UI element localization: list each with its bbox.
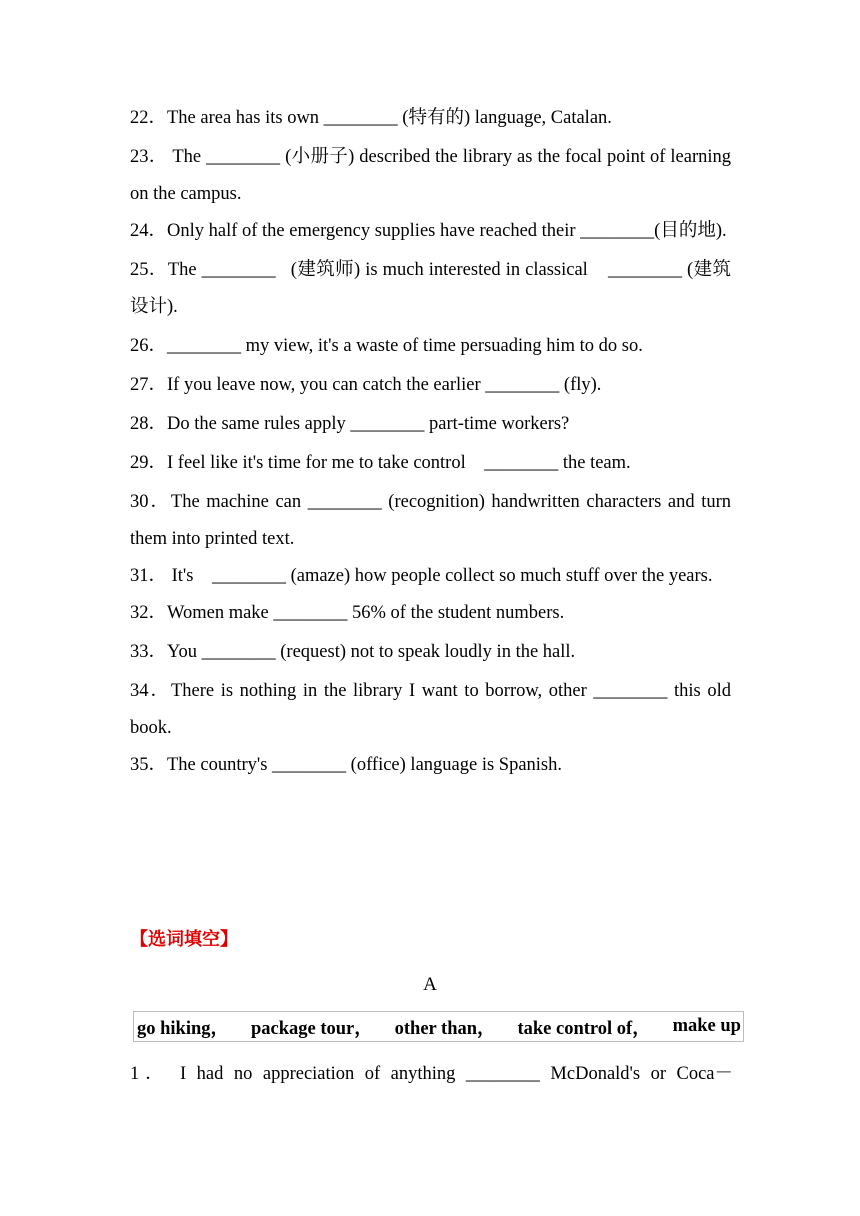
question-23: 23． The ________ (小册子) described the library as the focal point of learning on the campus. (130, 147, 731, 204)
question-34: 34．There is nothing in the library I want to borrow, other ________ this old book. (130, 681, 731, 738)
question-32: 32．Women make ________ 56% of the student numbers. (130, 603, 565, 623)
section-title: 【选词填空】 (130, 929, 238, 950)
question-33: 33．You ________ (request) not to speak loudly in the hall. (130, 642, 576, 662)
question-25: 25．The ________ (建筑师) is much interested in classical ________ (建筑设计). (130, 260, 731, 317)
exercise-list (130, 100, 731, 784)
word-bank-item: package tour， (250, 1018, 373, 1039)
question-24: 24．Only half of the emergency supplies have reached their ________(目的地). (130, 221, 727, 241)
question-26: 26．________ my view, it's a waste of time persuading him to do so. (130, 336, 643, 356)
word-bank (133, 1011, 744, 1042)
word-bank-item: make up (672, 1016, 741, 1036)
question-27: 27．If you leave now, you can catch the earlier ________ (fly). (130, 375, 602, 395)
question-22: 22．The area has its own ________ (特有的) language, Catalan. (130, 108, 612, 128)
word-bank-item: go hiking， (137, 1018, 230, 1039)
section-question-1: 1． I had no appreciation of anything ________ McDonald's or Coca－ (130, 1064, 733, 1084)
word-bank-item: other than， (394, 1018, 496, 1039)
question-29: 29．I feel like it's time for me to take control ________ the team. (130, 453, 631, 473)
question-35: 35．The country's ________ (office) language is Spanish. (130, 755, 563, 775)
word-bank-item: take control of， (517, 1018, 651, 1039)
question-31: 31． It's ________ (amaze) how people collect so much stuff over the years. (130, 566, 713, 586)
question-30: 30．The machine can ________ (recognition) handwritten characters and turn them into printed text. (130, 492, 731, 549)
question-28: 28．Do the same rules apply ________ part-time workers? (130, 414, 570, 434)
section-subtitle: A (423, 974, 437, 995)
